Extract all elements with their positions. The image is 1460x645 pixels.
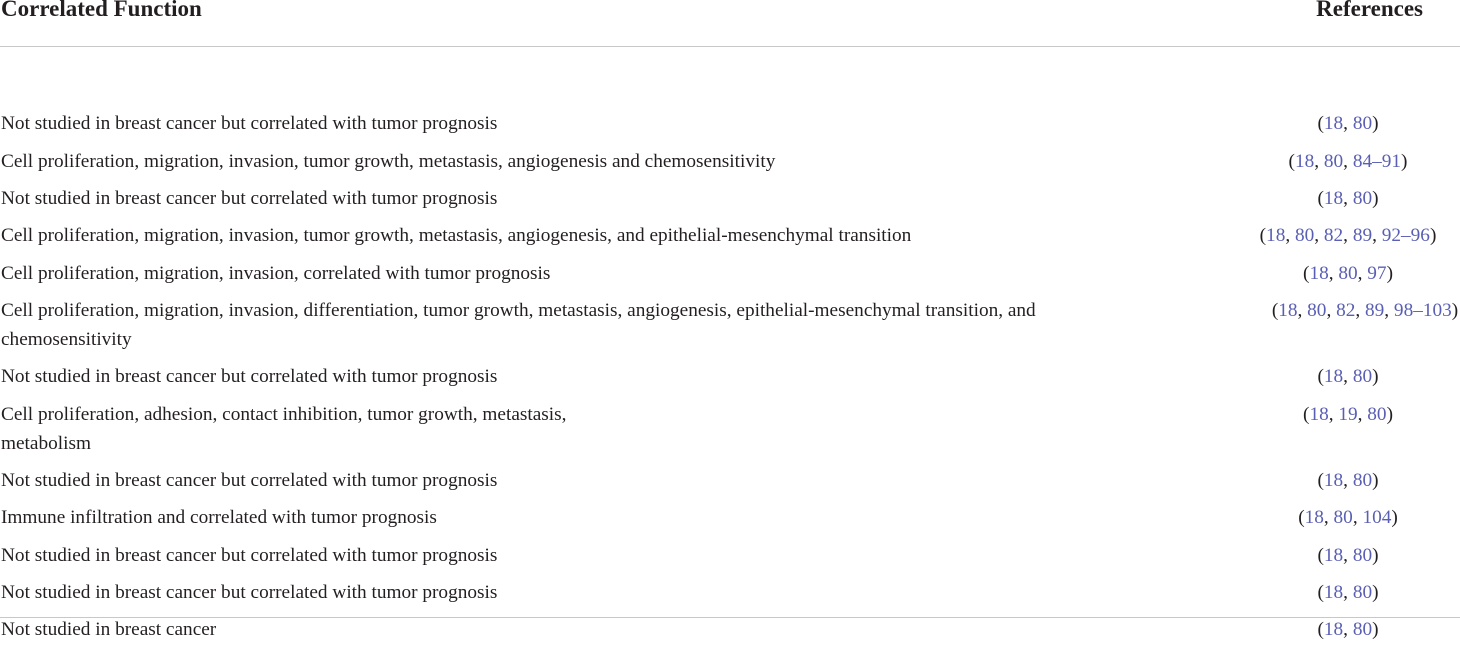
reference-link[interactable]: 82 — [1323, 225, 1344, 246]
reference-link[interactable]: 98–103 — [1393, 300, 1452, 321]
reference-link[interactable]: 18 — [1309, 263, 1329, 284]
references-cell: (18, 80, 82, 89, 92–96) — [1259, 225, 1437, 246]
reference-link[interactable]: 80 — [1367, 404, 1387, 425]
reference-link[interactable]: 80 — [1352, 113, 1373, 134]
bottom-rule — [0, 617, 1460, 618]
reference-link[interactable]: 80 — [1338, 263, 1358, 284]
reference-link[interactable]: 89 — [1365, 300, 1385, 321]
reference-link[interactable]: 80 — [1323, 151, 1344, 172]
references-cell: (18, 80, 104) — [1298, 507, 1398, 528]
references-cell: (18, 80, 84–91) — [1288, 151, 1408, 172]
reference-link[interactable]: 104 — [1362, 507, 1392, 528]
reference-link[interactable]: 18 — [1323, 113, 1344, 134]
function-cell: Not studied in breast cancer — [1, 619, 217, 640]
function-cell: Not studied in breast cancer but correlated with tumor prognosis — [1, 366, 498, 387]
reference-link[interactable]: 19 — [1338, 404, 1358, 425]
references-cell: (18, 80) — [1317, 366, 1379, 387]
reference-link[interactable]: 18 — [1323, 188, 1344, 209]
references-cell: (18, 80) — [1317, 470, 1379, 491]
reference-link[interactable]: 82 — [1336, 300, 1356, 321]
reference-link[interactable]: 80 — [1352, 582, 1373, 603]
reference-link[interactable]: 18 — [1304, 507, 1324, 528]
references-cell: (18, 80, 97) — [1303, 263, 1393, 284]
reference-link[interactable]: 80 — [1307, 300, 1327, 321]
references-cell: (18, 80) — [1317, 619, 1379, 640]
reference-link[interactable]: 89 — [1352, 225, 1373, 246]
reference-link[interactable]: 18 — [1323, 470, 1344, 491]
reference-link[interactable]: 84–91 — [1352, 151, 1402, 172]
reference-link[interactable]: 80 — [1352, 545, 1373, 566]
function-cell: Not studied in breast cancer but correlated with tumor prognosis — [1, 113, 498, 134]
function-cell: Cell proliferation, migration, invasion, tumor growth, metastasis, angiogenesis and chemosensitivity — [1, 151, 776, 172]
reference-link[interactable]: 18 — [1266, 225, 1286, 246]
reference-link[interactable]: 80 — [1352, 366, 1373, 387]
reference-link[interactable]: 18 — [1309, 404, 1329, 425]
reference-link[interactable]: 80 — [1352, 188, 1373, 209]
references-cell: (18, 80) — [1317, 582, 1379, 603]
function-cell: Not studied in breast cancer but correlated with tumor prognosis — [1, 582, 498, 603]
reference-link[interactable]: 18 — [1294, 151, 1315, 172]
function-cell: Cell proliferation, adhesion, contact inhibition, tumor growth, metastasis, metabolism — [1, 404, 567, 454]
function-cell: Not studied in breast cancer but correlated with tumor prognosis — [1, 545, 498, 566]
references-cell: (18, 80) — [1317, 188, 1379, 209]
reference-link[interactable]: 18 — [1323, 582, 1344, 603]
function-cell: Cell proliferation, migration, invasion, correlated with tumor prognosis — [1, 263, 551, 284]
reference-link[interactable]: 18 — [1278, 300, 1298, 321]
reference-link[interactable]: 18 — [1323, 619, 1344, 640]
references-cell: (18, 80) — [1317, 545, 1379, 566]
reference-link[interactable]: 80 — [1333, 507, 1353, 528]
function-cell: Cell proliferation, migration, invasion, differentiation, tumor growth, metastasis, angiogenesis, epithelial-mesenchymal transition, and chemosensitivity — [1, 300, 1036, 350]
reference-link[interactable]: 18 — [1323, 366, 1344, 387]
header-references: References — [1316, 0, 1423, 21]
references-cell: (18, 19, 80) — [1303, 404, 1393, 425]
header-correlated-function: Correlated Function — [1, 0, 202, 21]
function-cell: Cell proliferation, migration, invasion, tumor growth, metastasis, angiogenesis, and epithelial-mesenchymal transition — [1, 225, 912, 246]
table-header — [0, 0, 1460, 47]
reference-link[interactable]: 97 — [1367, 263, 1387, 284]
reference-link[interactable]: 80 — [1352, 619, 1373, 640]
function-cell: Immune infiltration and correlated with tumor prognosis — [1, 507, 437, 528]
function-cell: Not studied in breast cancer but correlated with tumor prognosis — [1, 188, 498, 209]
reference-link[interactable]: 92–96 — [1381, 225, 1430, 246]
function-cell: Not studied in breast cancer but correlated with tumor prognosis — [1, 470, 498, 491]
reference-link[interactable]: 80 — [1294, 225, 1315, 246]
references-cell: (18, 80) — [1317, 113, 1379, 134]
reference-link[interactable]: 80 — [1352, 470, 1373, 491]
reference-link[interactable]: 18 — [1323, 545, 1344, 566]
references-cell: (18, 80, 82, 89, 98–103) — [1271, 300, 1459, 321]
